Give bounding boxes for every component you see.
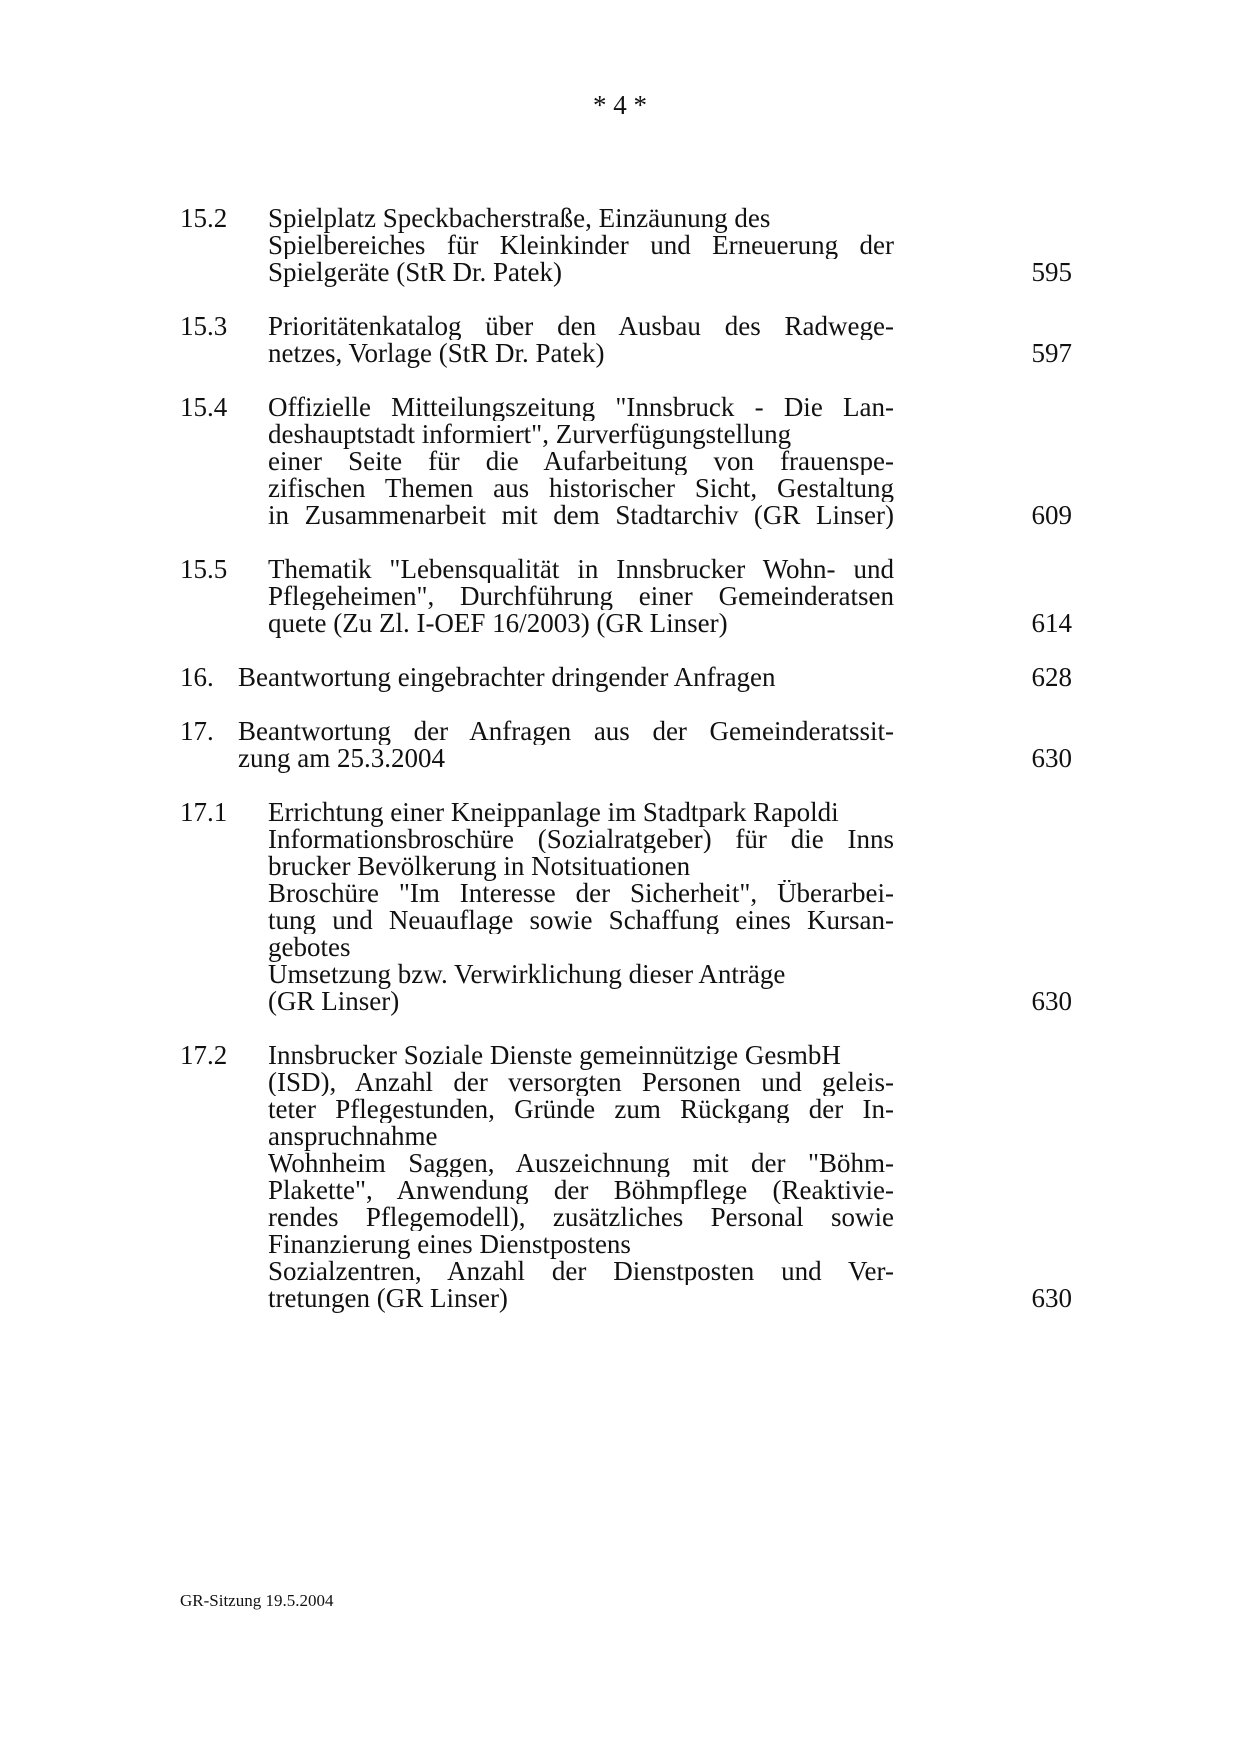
entry-number: 15.3 [180, 311, 228, 341]
entry-number: 15.2 [180, 203, 228, 233]
entry-line: Umsetzung bzw. Verwirklichung dieser Anträge [268, 959, 786, 989]
entry-line: zung am 25.3.2004 [238, 743, 445, 773]
entry-line: brucker Bevölkerung in Notsituationen [268, 851, 691, 881]
entry-line: Thematik "Lebensqualität in Innsbrucker Wohn- und [268, 556, 894, 583]
entry-line: (GR Linser) [268, 986, 400, 1016]
entry-line: Finanzierung eines Dienstpostens [268, 1229, 631, 1259]
entry-page: 630 [1031, 743, 1072, 773]
entry-line: Innsbrucker Soziale Dienste gemeinnützige GesmbH [268, 1040, 841, 1070]
entry-page: 595 [1031, 257, 1072, 287]
entry-line: Spielgeräte (StR Dr. Patek) [268, 257, 562, 287]
entry-line: in Zusammenarbeit mit dem Stadtarchiv (GR Linser) [268, 502, 894, 529]
entry-line: quete (Zu Zl. I-OEF 16/2003) (GR Linser) [268, 608, 728, 638]
entry-line: Prioritätenkatalog über den Ausbau des Radwege- [268, 313, 894, 340]
entry-line: Informationsbroschüre (Sozialratgeber) für die Inns [268, 826, 894, 853]
entry-number: 17. [180, 716, 214, 746]
page-number: * 4 * [593, 90, 647, 120]
entry-line: Plakette", Anwendung der Böhmpflege (Reaktivie- [268, 1177, 894, 1204]
entry-text [238, 664, 894, 691]
entry-text [268, 1042, 894, 1312]
entry-line: Offizielle Mitteilungszeitung "Innsbruck - Die Lan- [268, 394, 894, 421]
entry-line: einer Seite für die Aufarbeitung von frauenspe- [268, 448, 894, 475]
entry-text [268, 205, 894, 286]
entry-line: netzes, Vorlage (StR Dr. Patek) [268, 338, 605, 368]
entry-number: 15.5 [180, 554, 228, 584]
entry-line: tung und Neuauflage sowie Schaffung eines Kursan- [268, 907, 894, 934]
entry-line: Beantwortung der Anfragen aus der Gemeinderatssit- [238, 718, 894, 745]
entry-line: Errichtung einer Kneippanlage im Stadtpark Rapoldi [268, 797, 839, 827]
entry-text [238, 718, 894, 772]
entry-line: tretungen (GR Linser) [268, 1283, 508, 1313]
entry-line: Spielbereiches für Kleinkinder und Erneuerung der [268, 232, 894, 259]
entry-line: Broschüre "Im Interesse der Sicherheit", Überarbei- [268, 880, 894, 907]
entry-line: gebotes [268, 932, 351, 962]
entry-line: teter Pflegestunden, Gründe zum Rückgang der In- [268, 1096, 894, 1123]
entry-line: Beantwortung eingebrachter dringender Anfragen [238, 662, 776, 692]
entry-line: (ISD), Anzahl der versorgten Personen und geleis- [268, 1069, 894, 1096]
entry-number: 15.4 [180, 392, 228, 422]
entry-line: zifischen Themen aus historischer Sicht, Gestaltung [268, 475, 894, 502]
entry-text [268, 394, 894, 529]
entry-line: anspruchnahme [268, 1121, 438, 1151]
entry-text [268, 313, 894, 367]
entry-line: rendes Pflegemodell), zusätzliches Personal sowie [268, 1204, 894, 1231]
entry-page: 630 [1031, 986, 1072, 1016]
entry-number: 16. [180, 662, 214, 692]
entry-page: 609 [1031, 500, 1072, 530]
entry-page: 597 [1031, 338, 1072, 368]
entry-line: deshauptstadt informiert", Zurverfügungstellung [268, 419, 792, 449]
footer: GR-Sitzung 19.5.2004 [180, 1591, 334, 1610]
entry-text [268, 556, 894, 637]
entry-page: 628 [1031, 662, 1072, 692]
entry-line: Sozialzentren, Anzahl der Dienstposten und Ver- [268, 1258, 894, 1285]
entry-line: Spielplatz Speckbacherstraße, Einzäunung des [268, 203, 771, 233]
entry-page: 614 [1031, 608, 1072, 638]
entry-line: Pflegeheimen", Durchführung einer Gemeinderatsen [268, 583, 894, 610]
entry-number: 17.2 [180, 1040, 228, 1070]
entry-number: 17.1 [180, 797, 228, 827]
entry-page: 630 [1031, 1283, 1072, 1313]
entry-text [268, 799, 894, 1015]
entry-line: Wohnheim Saggen, Auszeichnung mit der "Böhm- [268, 1150, 894, 1177]
